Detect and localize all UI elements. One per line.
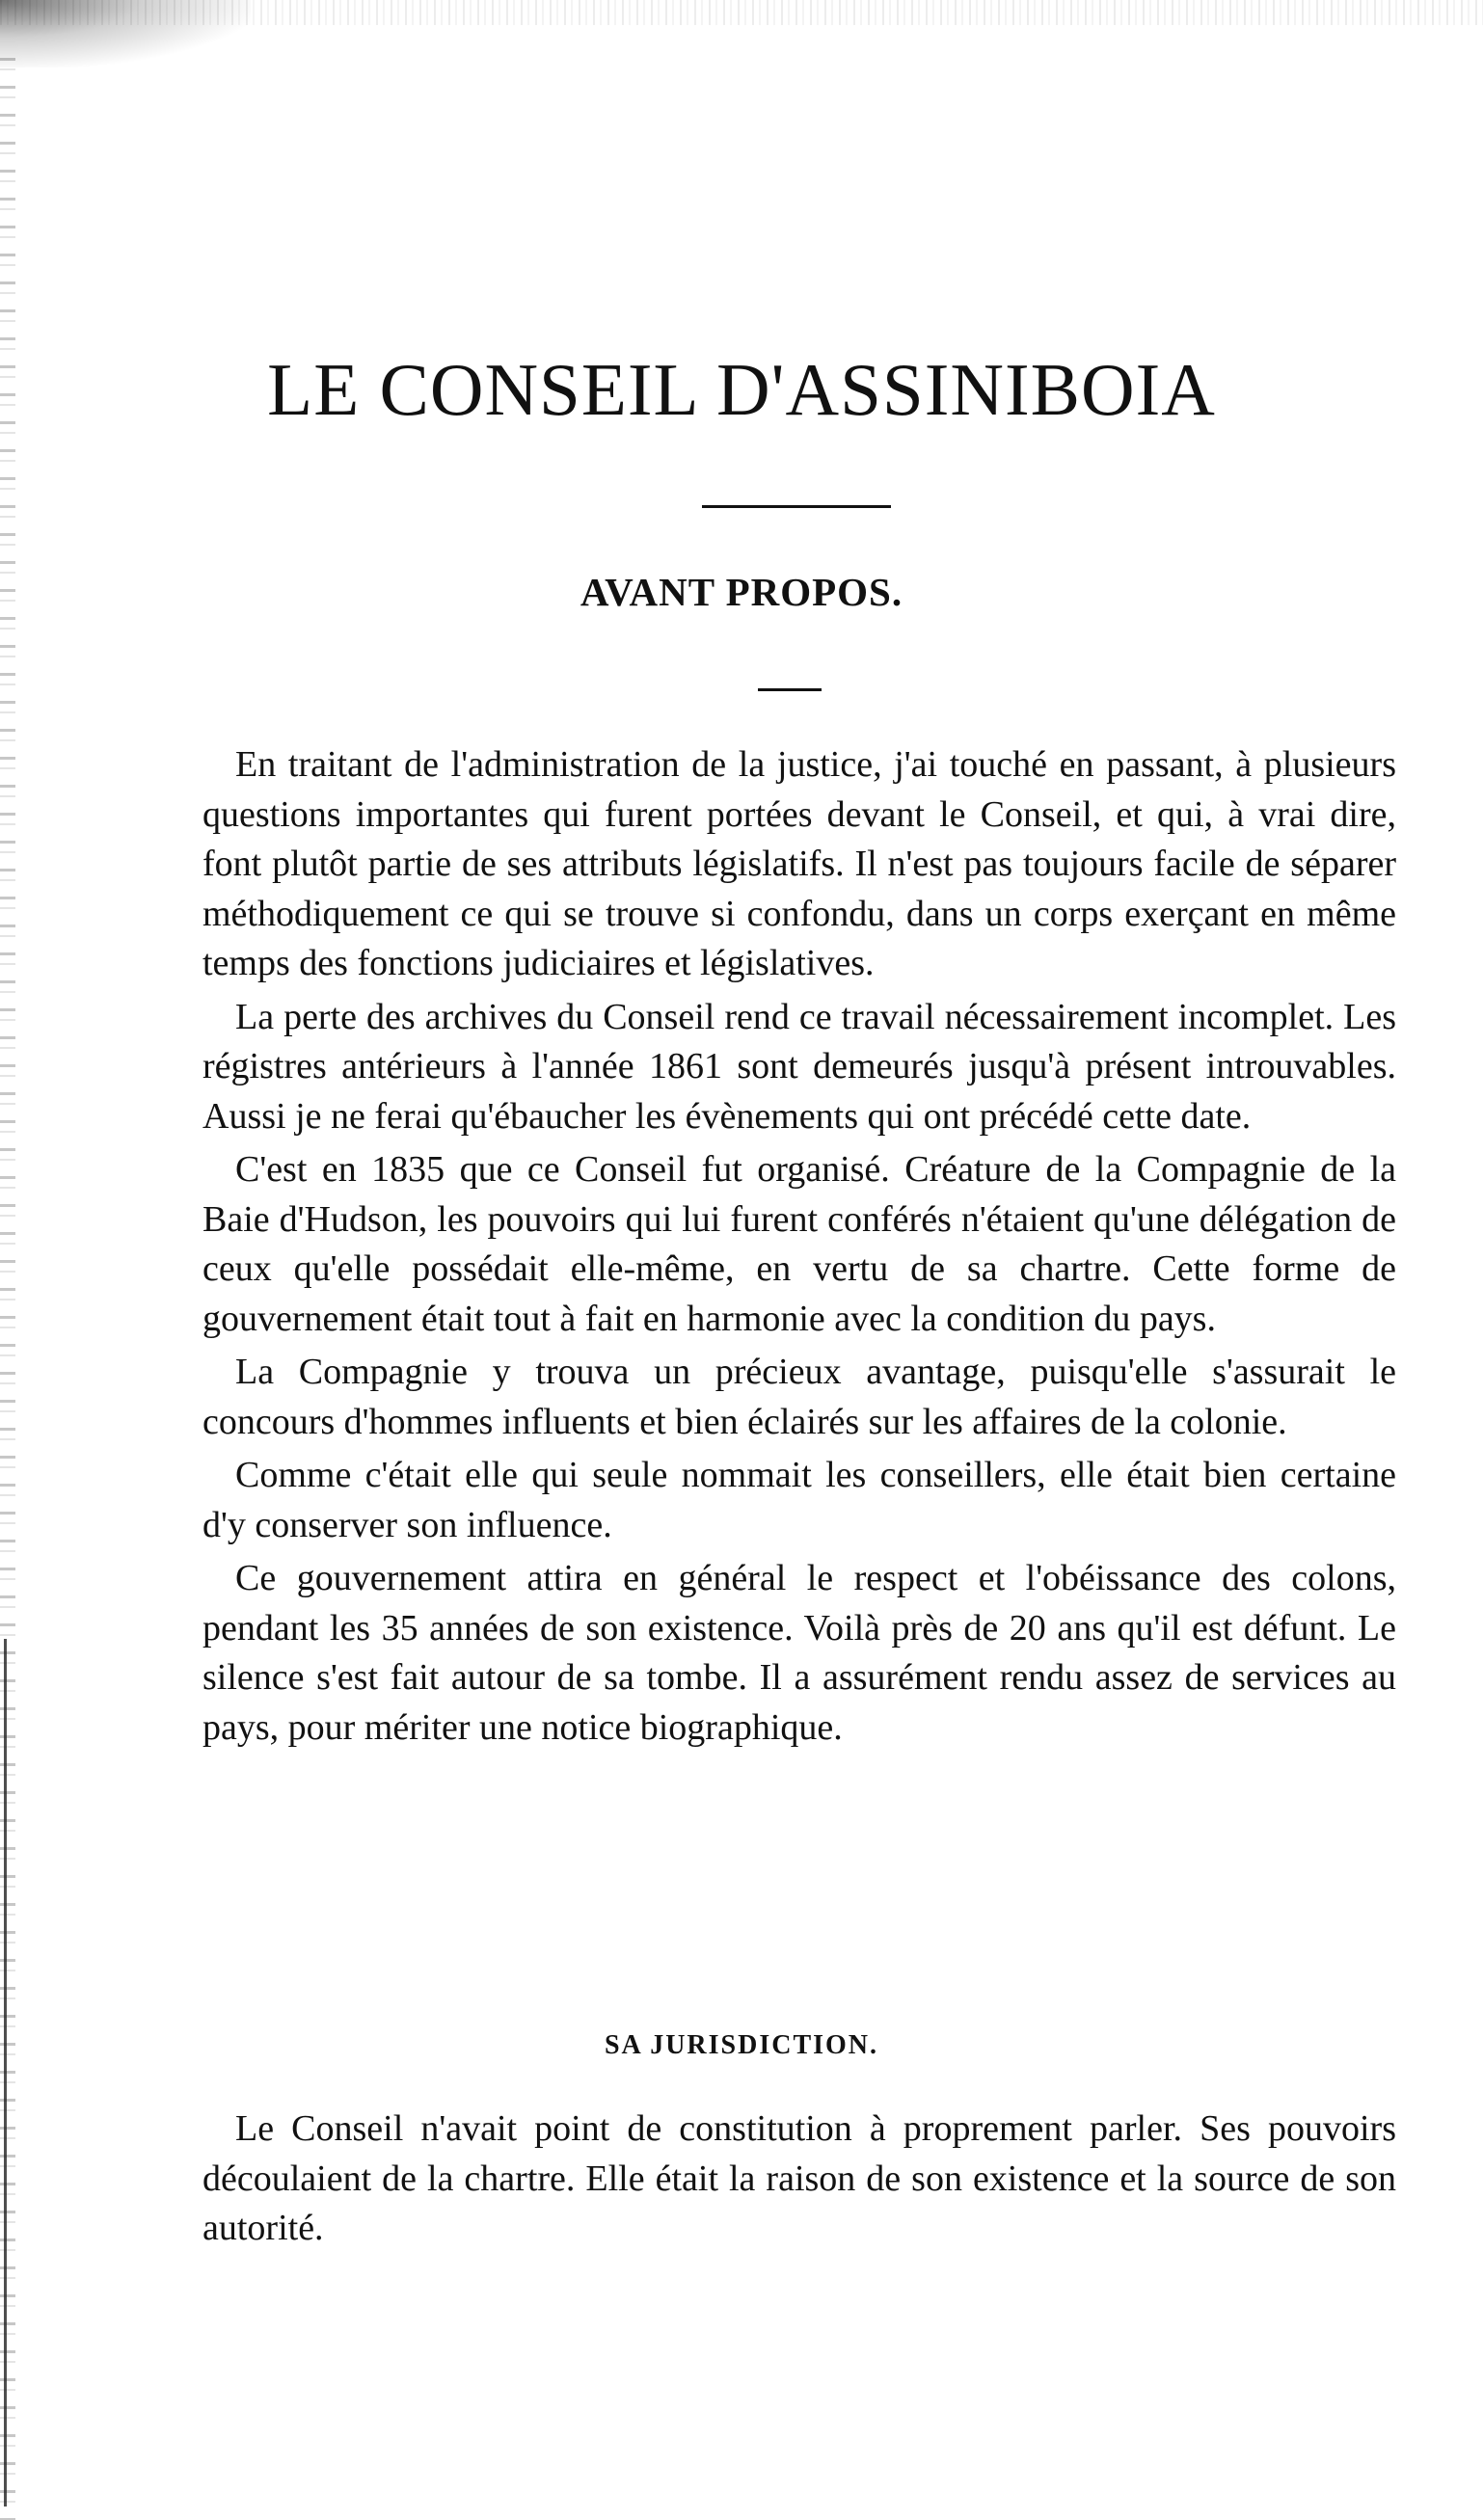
section-heading: AVANT PROPOS. xyxy=(580,570,903,614)
paragraph: La Compagnie y trouva un précieux avantage, puisqu'elle s'assurait le concours d'hommes influents et bien éclairés sur les affaires de la colonie. xyxy=(202,1352,1396,1442)
jurisdiction-text xyxy=(202,2104,1396,2258)
scan-corner-shadow xyxy=(0,0,251,67)
page-title: LE CONSEIL D'ASSINIBOIA xyxy=(267,348,1216,431)
section-divider xyxy=(758,688,822,691)
paragraph: C'est en 1835 que ce Conseil fut organisé. Créature de la Compagnie de la Baie d'Hudson, les pouvoirs qui lui furent conférés n'étaient qu'une délégation de ceux qu'elle possédait elle-même, en vertu de sa chartre. Cette forme de gouvernement était tout à fait en harmonie avec la condition du pays. xyxy=(202,1149,1396,1339)
title-divider xyxy=(702,505,891,508)
body-text xyxy=(202,740,1396,1756)
paragraph: Comme c'était elle qui seule nommait les conseillers, elle était bien certaine d'y conserver son influence. xyxy=(202,1455,1396,1545)
paragraph: Le Conseil n'avait point de constitution à proprement parler. Ses pouvoirs découlaient de la chartre. Elle était la raison de son existence et la source de son autorité. xyxy=(202,2108,1396,2248)
subsection-heading: SA JURISDICTION. xyxy=(604,2030,879,2060)
scan-edge-line xyxy=(4,1639,7,2507)
paragraph: La perte des archives du Conseil rend ce travail nécessairement incomplet. Les régistres antérieurs à l'année 1861 sont demeurés jusqu'à présent introuvables. Aussi je ne ferai qu'ébaucher les évènements qui ont précédé cette date. xyxy=(202,996,1396,1137)
paragraph: Ce gouvernement attira en général le respect et l'obéissance des colons, pendant les 35 années de son existence. Voilà près de 20 ans qu'il est défunt. Le silence s'est fait autour de sa tombe. Il a assurément rendu assez de services au pays, pour mériter une notice biographique. xyxy=(202,1558,1396,1748)
paragraph: En traitant de l'administration de la justice, j'ai touché en passant, à plusieurs questions importantes qui furent portées devant le Conseil, et qui, à vrai dire, font plutôt partie de ses attributs législatifs. Il n'est pas toujours facile de séparer méthodiquement ce qui se trouve si confondu, dans un corps exerçant en même temps des fonctions judiciaires et législatives. xyxy=(202,744,1396,983)
